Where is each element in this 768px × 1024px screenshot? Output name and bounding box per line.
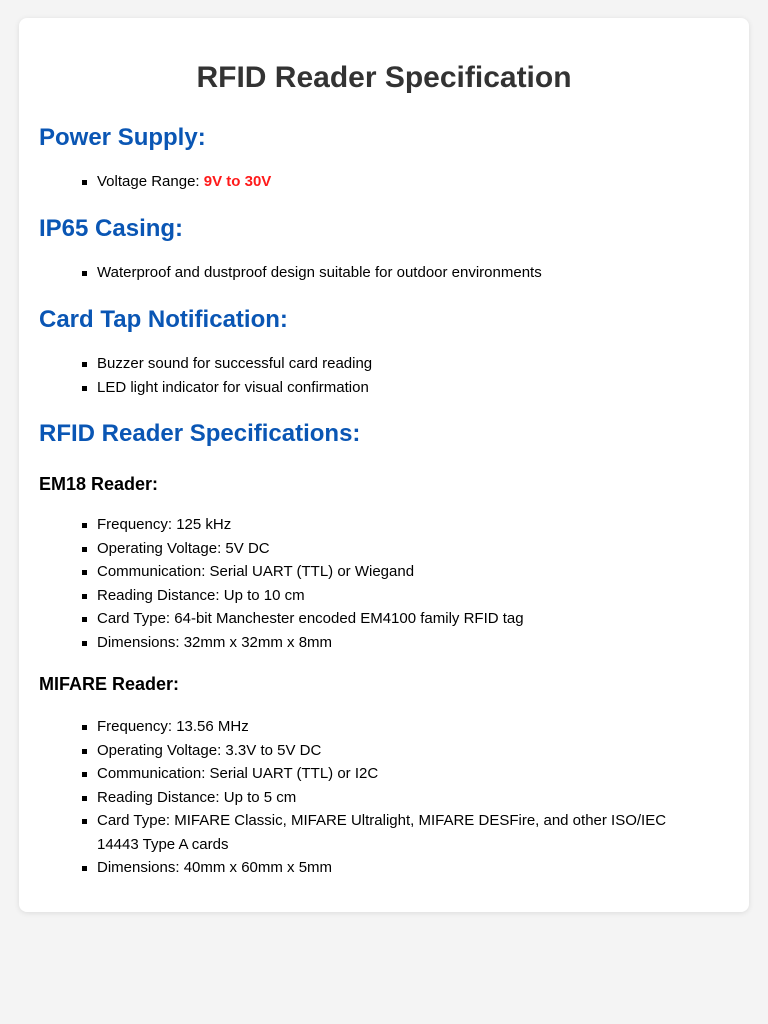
ip65-list bbox=[39, 261, 699, 285]
ip65-heading: IP65 Casing: bbox=[39, 215, 184, 242]
list-item: Frequency: 125 kHz bbox=[39, 513, 699, 537]
list-item: Operating Voltage: 5V DC bbox=[39, 537, 699, 561]
em18-heading: EM18 Reader: bbox=[39, 474, 159, 494]
list-item: Frequency: 13.56 MHz bbox=[39, 715, 699, 739]
card-tap-heading: Card Tap Notification: bbox=[39, 306, 288, 333]
list-item: Dimensions: 32mm x 32mm x 8mm bbox=[39, 631, 699, 655]
rfid-specs-heading: RFID Reader Specifications: bbox=[39, 420, 361, 447]
spec-card bbox=[19, 18, 749, 912]
mifare-list bbox=[39, 715, 699, 880]
list-item: Communication: Serial UART (TTL) or I2C bbox=[39, 762, 699, 786]
power-supply-heading: Power Supply: bbox=[39, 124, 206, 151]
voltage-range-value: 9V to 30V bbox=[203, 173, 272, 190]
power-supply-list bbox=[39, 170, 699, 194]
em18-list bbox=[39, 513, 699, 654]
list-item: Reading Distance: Up to 5 cm bbox=[39, 786, 699, 810]
voltage-range-label: Voltage Range: bbox=[97, 173, 204, 190]
list-item: Dimensions: 40mm x 60mm x 5mm bbox=[39, 856, 699, 880]
list-item: Card Type: 64-bit Manchester encoded EM4100 family RFID tag bbox=[39, 607, 699, 631]
mifare-heading: MIFARE Reader: bbox=[39, 674, 180, 694]
list-item: Card Type: MIFARE Classic, MIFARE Ultralight, MIFARE DESFire, and other ISO/IEC 14443 Type A cards bbox=[39, 809, 699, 856]
list-item: Waterproof and dustproof design suitable for outdoor environments bbox=[39, 261, 699, 285]
card-tap-list bbox=[39, 352, 699, 399]
page-title: RFID Reader Specification bbox=[196, 61, 572, 94]
list-item: Reading Distance: Up to 10 cm bbox=[39, 584, 699, 608]
list-item: Buzzer sound for successful card reading bbox=[39, 352, 699, 376]
list-item bbox=[39, 170, 699, 194]
list-item: LED light indicator for visual confirmation bbox=[39, 376, 699, 400]
list-item: Communication: Serial UART (TTL) or Wiegand bbox=[39, 560, 699, 584]
list-item: Operating Voltage: 3.3V to 5V DC bbox=[39, 739, 699, 763]
